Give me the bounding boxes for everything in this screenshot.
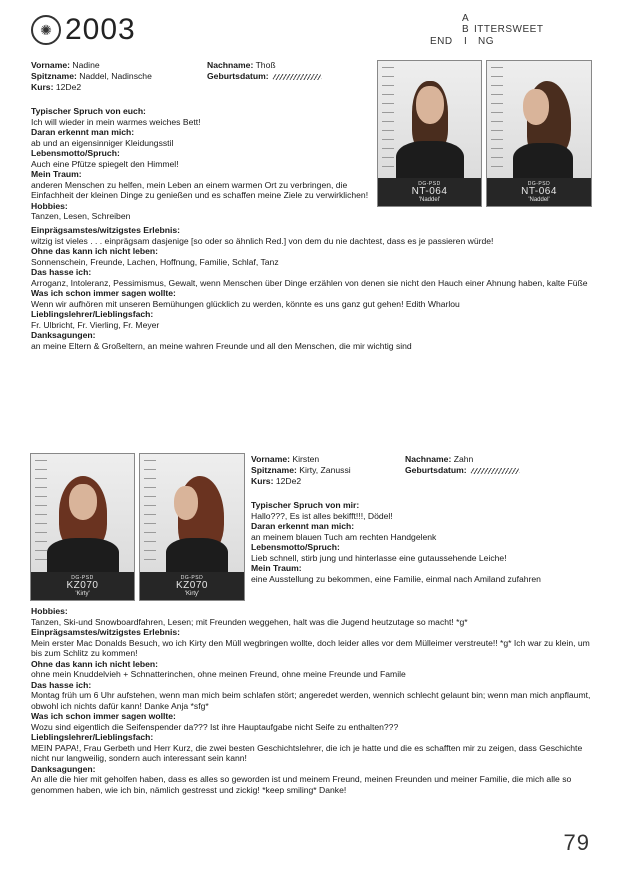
tagline	[430, 13, 590, 47]
tagline-a: A	[462, 13, 470, 24]
section-label: Einprägsamstes/witzigstes Erlebnis:	[31, 627, 181, 637]
tagline-i: I	[464, 36, 468, 47]
p2-front-plate-name: 'Kirty'	[75, 591, 90, 597]
p1-side-plate-top: DG-PSD	[527, 181, 551, 187]
section-text: an meinem blauen Tuch am rechten Handgelenk	[251, 531, 437, 542]
section-text: Arroganz, Intoleranz, Pessimismus, Gewalt, wenn Menschen über Dinge erzählen von denen sie nicht den Hauch einer Ahnung haben, kalte Füße	[31, 277, 588, 288]
section-text: Hallo???, Es ist alles bekifft!!!, Dödel!	[251, 510, 393, 521]
section-text: eine Ausstellung zu bekommen, eine Familie, einmal nach Amiland zufahren	[251, 573, 541, 584]
section-label: Typischer Spruch von euch:	[31, 106, 146, 116]
page-number: 79	[563, 830, 590, 855]
section-text: Wenn wir aufhören mit unseren Bemühungen glücklich zu werden, könnte es uns ganz gut gehen! Edith Wharlou	[31, 298, 460, 309]
school-logo-icon: ✺	[31, 15, 61, 45]
p1-profile-top	[31, 106, 371, 222]
p2-side-plate-top: DG-PSD	[180, 575, 204, 581]
tagline-b: B	[462, 24, 470, 35]
p1-profile-bottom	[31, 225, 591, 351]
tagline-bittersweet: ITTERSWEET	[474, 24, 544, 35]
section-text: Tanzen, Ski-und Snowboardfahren, Lesen; mit Freunden weggehen, halt was die Jugend heutzutage so macht! *g*	[31, 616, 468, 627]
section-label: Ohne das kann ich nicht leben:	[31, 658, 159, 669]
p2-side-plate-name: 'Kirty'	[184, 591, 200, 597]
section-text: Wozu sind eigentlich die Seifenspender da??? Ist ihre Hauptaufgabe nicht Seife zu enthalten???	[31, 721, 399, 732]
section-text: Ich will wieder in mein warmes weiches Bett!	[31, 116, 201, 127]
section-text: Fr. Ulbricht, Fr. Vierling, Fr. Meyer	[31, 319, 160, 330]
p2-kurs: Kurs: 12De2	[251, 476, 302, 486]
section-label: Mein Traum:	[251, 563, 302, 573]
section-text: witzig ist vieles . . . einprägsam dasjenige [so oder so ähnlich Red.] von dem du nie dachtest, dass es je passieren würde!	[31, 235, 494, 246]
section-label: Hobbies:	[31, 200, 68, 211]
section-label: Einprägsamstes/witzigstes Erlebnis:	[31, 225, 181, 235]
tagline-ng: NG	[478, 36, 494, 47]
section-text: ohne mein Knuddelvieh + Schnatterinchen, ohne meinen Freund, ohne meine Freunde und Famile	[31, 669, 406, 679]
p1-side-plate-id: NT-064	[521, 186, 557, 197]
p1-front-plate-top: DG-PSD	[418, 181, 441, 187]
p1-nachname: Nachname: Thoß	[207, 60, 276, 70]
section-label: Das hasse ich:	[31, 267, 92, 277]
p1-spitzname: Spitzname: Naddel, Nadinsche	[31, 71, 152, 81]
p2-vorname: Vorname: Kirsten	[251, 454, 320, 464]
section-text: An alle die hier mit geholfen haben, dass es alles so geworden ist und meinem Freund, meinen Freunden und meiner Familie, die mich alle so genommen haben, wie ich bin, nämlich gestresst und zickig! *keep smiling* Danke!	[31, 774, 572, 795]
section-label: Typischer Spruch von mir:	[251, 500, 360, 510]
section-label: Lieblingslehrer/Lieblingsfach:	[31, 732, 154, 742]
section-label: Was ich schon immer sagen wollte:	[31, 288, 176, 298]
p1-front-plate-name: 'Naddel'	[418, 197, 441, 203]
section-text: Lieb schnell, stirb jung und hinterlasse eine gutaussehende Leiche!	[251, 552, 507, 563]
section-text: anderen Menschen zu helfen, mein Leben an einem warmen Ort zu verbringen, die Einfachheit der kleinen Dinge zu genießen und es schaffen meine Ziele zu verwirklichen!	[31, 179, 369, 200]
year-title: 2003	[65, 13, 136, 46]
section-text: an meine Eltern & Großeltern, an meine wahren Freunde und all den Menschen, die mir wichtig sind	[31, 340, 412, 351]
section-text: ab und an eigensinniger Kleidungsstil	[31, 137, 174, 148]
redacted-scribble	[272, 74, 322, 80]
section-label: Lebensmotto/Spruch:	[251, 542, 340, 552]
p2-nachname: Nachname: Zahn	[405, 454, 474, 464]
section-text: MEIN PAPA!, Frau Gerbeth und Herr Kurz, die zwei besten Geschichtslehrer, die ich je hatte und die es schafften mir zu zeigen, dass Geschichte nicht nur langweilig, sondern auch interessant sein kann!	[31, 742, 583, 763]
section-text: Mein erster Mac Donalds Besuch, wo ich Kirty den Müll wegbringen wollte, doch leider alles vor dem Mülleimer verstreute!! *g* Ich war zu klein, um bis zum Schlitz zu kommen!	[31, 637, 590, 658]
p1-geburtsdatum: Geburtsdatum:	[207, 71, 322, 82]
p2-front-plate-id: KZ070	[66, 580, 99, 591]
section-label: Danksagungen:	[31, 330, 96, 340]
p1-side-plate-name: 'Naddel'	[528, 197, 550, 203]
section-text: Auch eine Pfütze spiegelt den Himmel!	[31, 158, 179, 169]
p2-geburtsdatum: Geburtsdatum:	[405, 465, 520, 476]
section-label: Daran erkennt man mich:	[31, 127, 135, 137]
p1-vorname: Vorname: Nadine	[31, 60, 100, 70]
p1-photo-front	[377, 60, 482, 207]
section-label: Hobbies:	[31, 606, 68, 616]
section-text: Montag früh um 6 Uhr aufstehen, wenn man mich beim schlafen stört; angeredet werden, wennich schlecht gelaunt bin; wenn man mich anpflaumt, obwohl ich nichts dafür kann! Danke Anja *sfg*	[31, 690, 591, 711]
section-label: Mein Traum:	[31, 169, 82, 179]
section-label: Was ich schon immer sagen wollte:	[31, 711, 176, 721]
section-label: Das hasse ich:	[31, 679, 92, 690]
p2-front-plate-top: DG-PSD	[71, 575, 94, 581]
yearbook-header	[31, 14, 136, 46]
tagline-end: END	[430, 36, 453, 47]
p2-photo-front	[30, 453, 135, 601]
section-label: Lieblingslehrer/Lieblingsfach:	[31, 309, 154, 319]
p1-photo-side	[486, 60, 592, 207]
p2-profile-top	[251, 500, 591, 584]
section-text: Sonnenschein, Freunde, Lachen, Hoffnung, Familie, Schlaf, Tanz	[31, 256, 279, 267]
section-label: Danksagungen:	[31, 763, 96, 774]
section-label: Ohne das kann ich nicht leben:	[31, 246, 159, 256]
p2-spitzname: Spitzname: Kirty, Zanussi	[251, 465, 351, 475]
p2-profile-bottom	[31, 606, 591, 795]
p2-side-plate-id: KZ070	[176, 580, 208, 591]
section-text: Tanzen, Lesen, Schreiben	[31, 211, 131, 221]
section-label: Daran erkennt man mich:	[251, 521, 355, 531]
redacted-scribble	[470, 468, 520, 474]
p1-kurs: Kurs: 12De2	[31, 82, 82, 92]
p1-front-plate-id: NT-064	[411, 186, 448, 197]
section-label: Lebensmotto/Spruch:	[31, 148, 120, 158]
p2-photo-side	[139, 453, 245, 601]
